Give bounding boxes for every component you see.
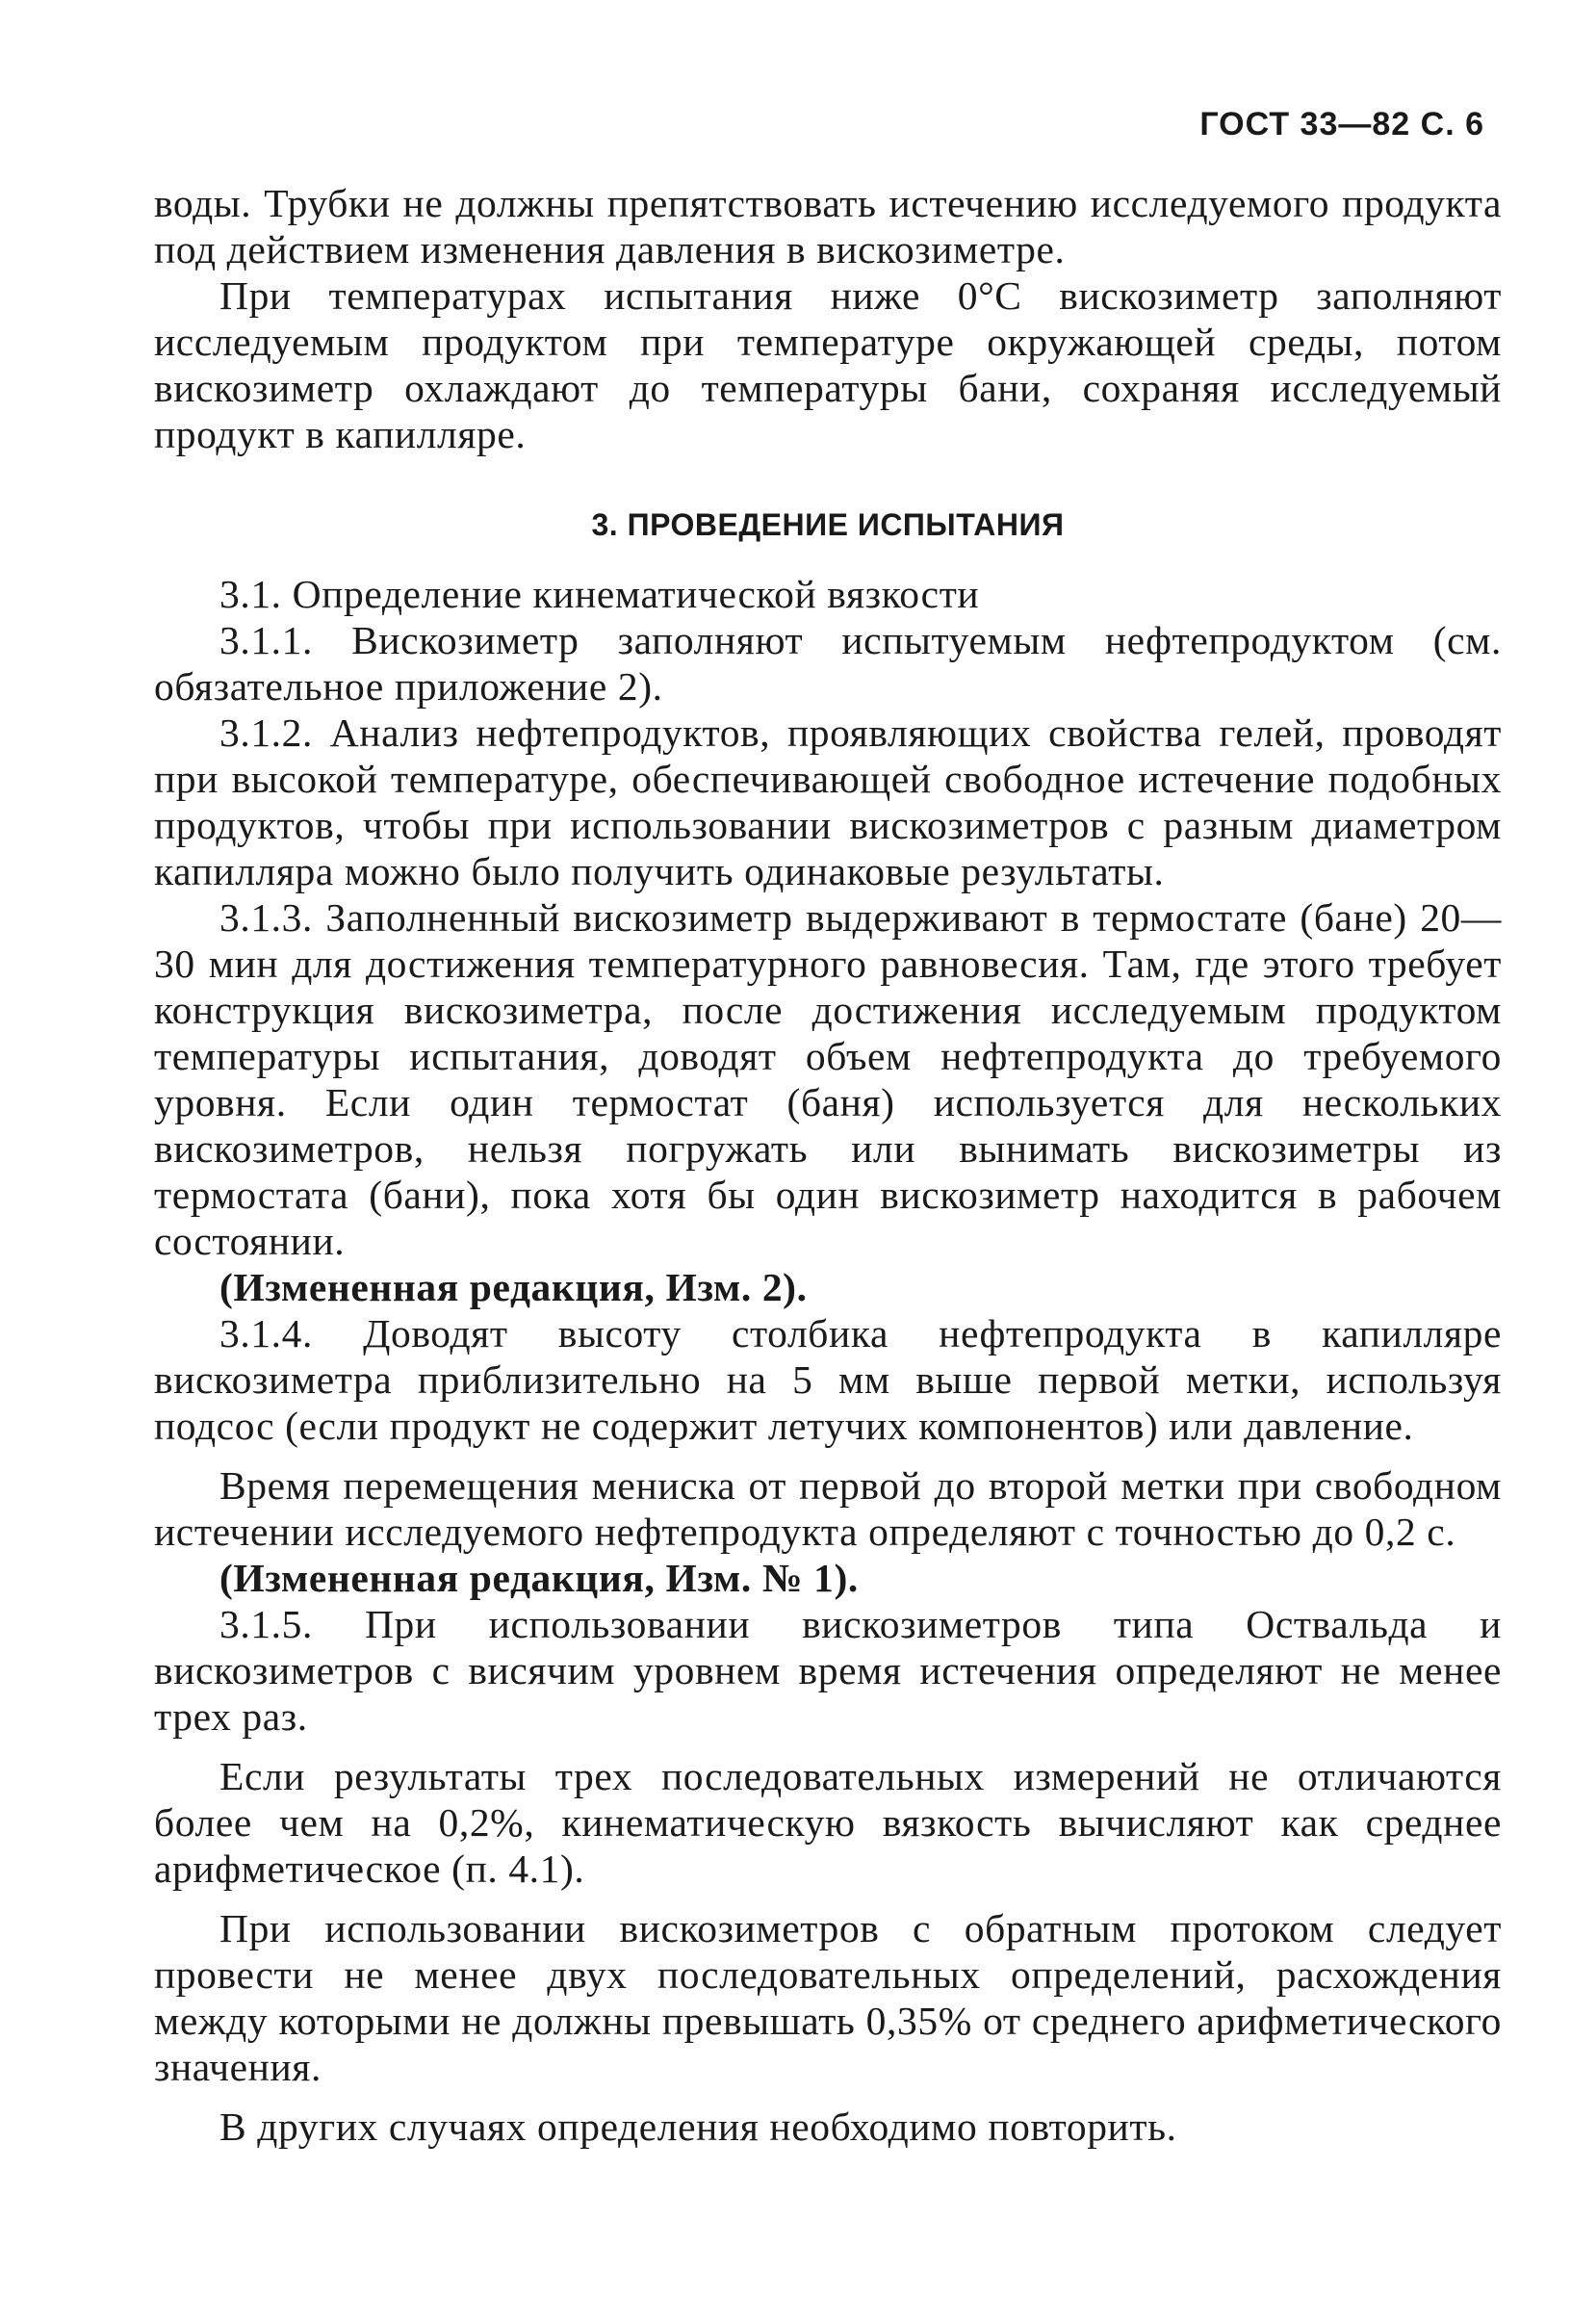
- section-title: 3. ПРОВЕДЕНИЕ ИСПЫТАНИЯ: [591, 507, 1065, 542]
- document-body: [154, 180, 1502, 2150]
- paragraph-meniscus-time: Время перемещения мениска от первой до второй метки при свободном истечении исследуемого нефтепродукта определяют с точностью до 0,2 с.: [154, 1463, 1502, 1554]
- amendment-note-2: (Измененная редакция, Изм. 2).: [219, 1265, 808, 1309]
- clause-3-1-2: 3.1.2. Анализ нефтепродуктов, проявляющих свойства гелей, проводят при высокой температуре, обеспечивающей свободное истечение подобных продуктов, чтобы при использовании вискозиметров с разным диаметром капилляра можно было получить одинаковые результаты.: [154, 710, 1502, 893]
- paragraph-reverse-flow: При использовании вискозиметров с обратным протоком следует провести не менее двух последовательных определений, расхождения между которыми не должны превышать 0,35% от среднего арифметического значения.: [154, 1906, 1502, 2089]
- paragraph-repeat: В других случаях определения необходимо повторить.: [219, 2105, 1177, 2149]
- subsection-3-1: 3.1. Определение кинематической вязкости: [219, 572, 980, 616]
- amendment-note-1: (Измененная редакция, Изм. № 1).: [219, 1556, 859, 1600]
- clause-3-1-4: 3.1.4. Доводят высоту столбика нефтепродукта в капилляре вискозиметра приблизительно на 5 мм выше первой метки, используя подсос (если продукт не содержит летучих компонентов) или давление.: [154, 1311, 1502, 1448]
- paragraph-continuation: воды. Трубки не должны препятствовать истечению исследуемого продукта под действием изменения давления в вискозиметре.: [154, 181, 1502, 271]
- running-head: ГОСТ 33—82 С. 6: [1199, 106, 1484, 142]
- clause-3-1-3: 3.1.3. Заполненный вискозиметр выдерживают в термостате (бане) 20—30 мин для достижения температурного равновесия. Там, где этого требует конструкция вискозиметра, после достижения исследуемым продуктом температуры испытания, доводят объем нефтепродукта до требуемого уровня. Если один термостат (баня) используется для нескольких вискозиметров, нельзя погружать или вынимать вискозиметры из термостата (бани), пока хотя бы один вискозиметр находится в рабочем состоянии.: [154, 895, 1502, 1263]
- paragraph-average: Если результаты трех последовательных измерений не отличаются более чем на 0,2%, кинематическую вязкость вычисляют как среднее арифметическое (п. 4.1).: [154, 1754, 1502, 1891]
- paragraph-low-temperature: При температурах испытания ниже 0°C вискозиметр заполняют исследуемым продуктом при температуре окружающей среды, потом вискозиметр охлаждают до температуры бани, сохраняя исследуемый продукт в капилляре.: [154, 273, 1502, 456]
- clause-3-1-5: 3.1.5. При использовании вискозиметров типа Оствальда и вискозиметров с висячим уровнем время истечения определяют не менее трех раз.: [154, 1602, 1502, 1739]
- document-page: [154, 106, 1502, 2150]
- clause-3-1-1: 3.1.1. Вискозиметр заполняют испытуемым нефтепродуктом (см. обязательное приложение 2).: [154, 618, 1502, 709]
